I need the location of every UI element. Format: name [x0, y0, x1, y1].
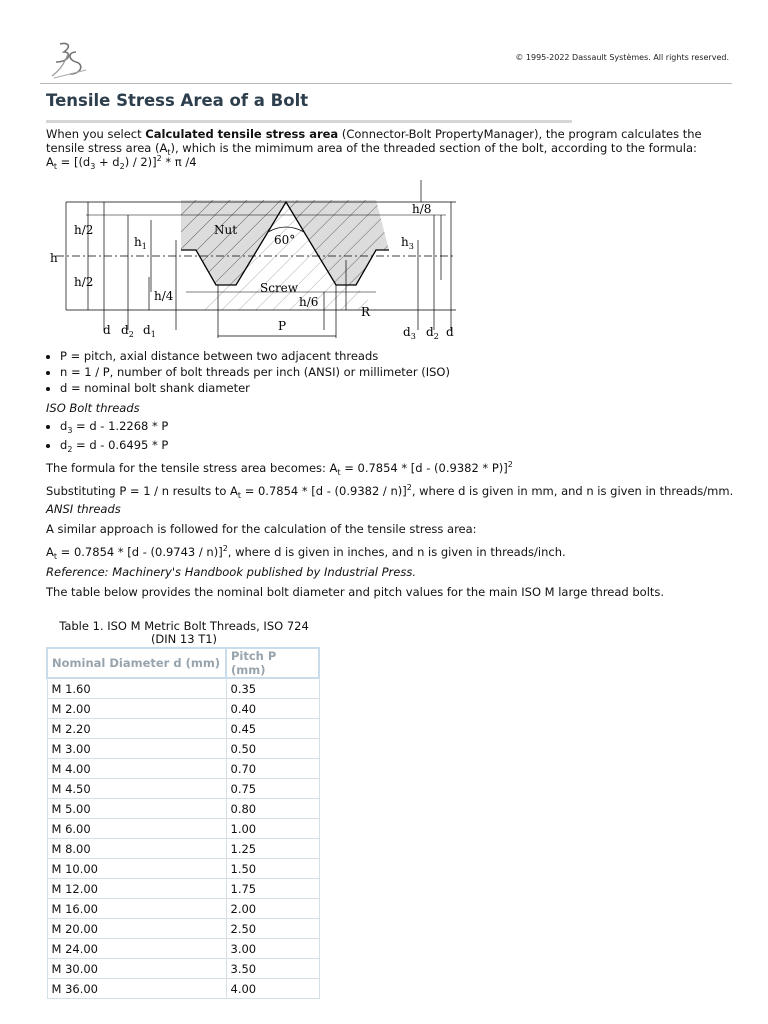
ansi-heading: ANSI threads — [46, 502, 121, 516]
table-row — [47, 739, 319, 759]
table-intro: The table below provides the nominal bolt diameter and pitch values for the main ISO M large thread bolts. — [46, 585, 665, 599]
label-h4: h/4 — [154, 289, 174, 303]
cell-pitch: 3.50 — [226, 959, 319, 979]
reference-text: Reference: Machinery's Handbook published by Industrial Press. — [46, 565, 416, 579]
main-content — [46, 127, 736, 169]
cell-diameter: M 6.00 — [47, 819, 226, 839]
cell-diameter: M 24.00 — [47, 939, 226, 959]
label-angle: 60° — [274, 233, 296, 247]
label-nut: Nut — [214, 223, 238, 237]
page-header — [0, 0, 768, 86]
cell-diameter: M 4.50 — [47, 779, 226, 799]
table-row — [47, 699, 319, 719]
list-item: • $d_3 = d - 1.2268 * P$ — [60, 417, 736, 436]
list-item: • P = pitch, axial distance between two adjacent threads — [60, 348, 736, 364]
page-title: Tensile Stress Area of a Bolt — [46, 91, 309, 110]
cell-diameter: M 16.00 — [47, 899, 226, 919]
cell-pitch: 1.00 — [226, 819, 319, 839]
copyright-text: © 1995-2022 Dassault Systèmes. All rights reserved. — [515, 53, 729, 62]
cell-pitch: 0.70 — [226, 759, 319, 779]
table-header-row — [47, 648, 319, 678]
label-screw: Screw — [260, 281, 299, 295]
cell-pitch: 4.00 — [226, 979, 319, 999]
table-row — [47, 759, 319, 779]
table-row — [47, 719, 319, 739]
label-h1: $h_1$ — [134, 235, 147, 251]
cell-pitch: 0.50 — [226, 739, 319, 759]
cell-diameter: M 36.00 — [47, 979, 226, 999]
intro-paragraph: When you select Calculated tensile stress area (Connector-Bolt PropertyManager), the program calculates the tensile stress area $(A_t)$, which is the mimimum area of the threaded section of the bolt, according to the formula: $A_t = [(d_3 + d_2) / 2)]^2 * \pi$ /4 — [46, 127, 702, 171]
header-divider — [40, 83, 732, 84]
thread-profile-diagram — [46, 180, 470, 348]
table-row — [47, 839, 319, 859]
column-header-diameter: Nominal Diameter d (mm) — [47, 648, 226, 678]
iso-list — [46, 417, 736, 455]
label-d2-left: $d_2$ — [121, 323, 134, 339]
table-caption: Table 1. ISO M Metric Bolt Threads, ISO 724 (DIN 13 T1) — [59, 619, 309, 646]
cell-pitch: 1.50 — [226, 859, 319, 879]
table-row — [47, 799, 319, 819]
definition-list — [46, 348, 736, 396]
cell-pitch: 1.75 — [226, 879, 319, 899]
label-h8: h/8 — [412, 202, 432, 216]
list-item: • n = 1 / P, number of bolt threads per inch (ANSI) or millimeter (ISO) — [60, 364, 736, 380]
column-header-pitch: Pitch P (mm) — [226, 648, 319, 678]
table-row — [47, 859, 319, 879]
cell-pitch: 0.80 — [226, 799, 319, 819]
ansi-formula: $A_t = 0.7854 * [d - (0.9743 / n)]^2$, where d is given in inches, and n is given in threads/inch. — [46, 544, 566, 561]
table-row — [47, 779, 319, 799]
cell-diameter: M 2.20 — [47, 719, 226, 739]
label-h3: $h_3$ — [401, 235, 414, 251]
label-d-right: d — [446, 325, 454, 339]
table-row — [47, 678, 319, 699]
label-P: P — [278, 319, 287, 333]
table-row — [47, 919, 319, 939]
dassault-logo-icon — [46, 40, 92, 80]
table-row — [47, 819, 319, 839]
label-R: R — [361, 305, 371, 319]
cell-pitch: 2.00 — [226, 899, 319, 919]
table-row — [47, 899, 319, 919]
cell-pitch: 0.45 — [226, 719, 319, 739]
list-item: • d = nominal bolt shank diameter — [60, 380, 736, 396]
cell-diameter: M 4.00 — [47, 759, 226, 779]
cell-diameter: M 2.00 — [47, 699, 226, 719]
label-h6: h/6 — [299, 295, 319, 309]
cell-pitch: 3.00 — [226, 939, 319, 959]
cell-diameter: M 20.00 — [47, 919, 226, 939]
cell-pitch: 0.35 — [226, 678, 319, 699]
substitution-paragraph: Substituting P = 1 / n results to $A_t = 0.7854 * [d - (0.9382 / n)]^2$, where d is given in mm, and n is given in threads/mm. — [46, 483, 734, 500]
cell-diameter: M 1.60 — [47, 678, 226, 699]
label-d-left: d — [103, 323, 111, 337]
label-d1-left: $d_1$ — [143, 323, 156, 339]
cell-diameter: M 5.00 — [47, 799, 226, 819]
ansi-text: A similar approach is followed for the calculation of the tensile stress area: — [46, 522, 477, 536]
cell-diameter: M 8.00 — [47, 839, 226, 859]
cell-diameter: M 12.00 — [47, 879, 226, 899]
table-row — [47, 979, 319, 999]
list-item: • $d_2 = d - 0.6495 * P$ — [60, 436, 736, 455]
label-h2-upper: h/2 — [74, 223, 94, 237]
label-h2-lower: h/2 — [74, 275, 94, 289]
cell-pitch: 0.75 — [226, 779, 319, 799]
title-underline — [46, 120, 572, 123]
table-row — [47, 939, 319, 959]
cell-diameter: M 3.00 — [47, 739, 226, 759]
cell-pitch: 1.25 — [226, 839, 319, 859]
explanation-section — [46, 348, 736, 599]
cell-diameter: M 30.00 — [47, 959, 226, 979]
tensile-formula: The formula for the tensile stress area becomes: $A_t = 0.7854 * [d - (0.9382 * P)]^2$ — [46, 460, 513, 477]
table-row — [47, 959, 319, 979]
label-d3-right: $d_3$ — [403, 325, 416, 341]
area-formula: $A_t = [(d_3 + d_2) / 2)]^2 * \pi$ /4 — [46, 154, 197, 171]
cell-pitch: 2.50 — [226, 919, 319, 939]
table-row — [47, 879, 319, 899]
cell-diameter: M 10.00 — [47, 859, 226, 879]
cell-pitch: 0.40 — [226, 699, 319, 719]
label-d2-right: $d_2$ — [426, 325, 439, 341]
table-body — [47, 678, 319, 999]
iso-thread-table — [46, 647, 320, 999]
label-h: h — [50, 251, 58, 265]
iso-heading: ISO Bolt threads — [46, 401, 140, 415]
